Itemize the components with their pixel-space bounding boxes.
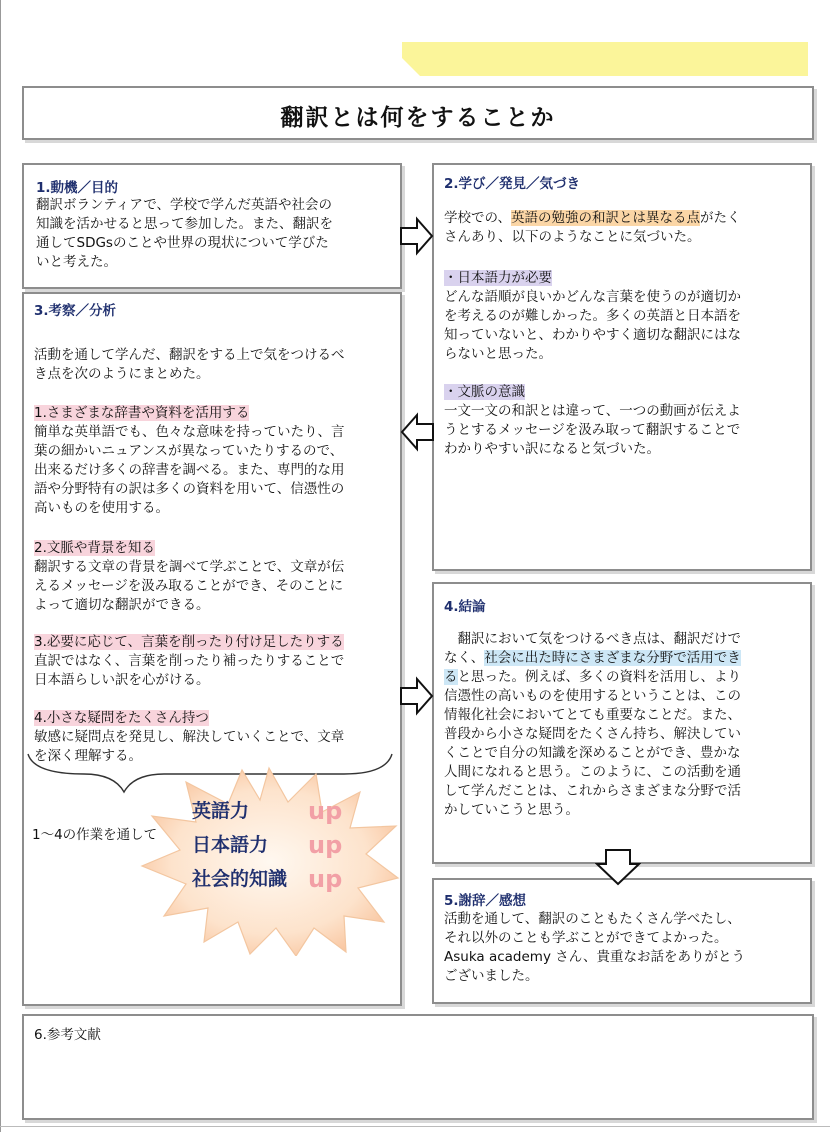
- analysis-item-1-label: [34, 404, 249, 423]
- boost-english: 英語力: [192, 800, 250, 822]
- analysis-item-3-label: [34, 633, 344, 652]
- section-learning: [432, 163, 812, 571]
- section-references: [22, 1014, 814, 1120]
- name-tag-fold: [402, 58, 420, 76]
- up-label-3: up: [308, 865, 343, 893]
- analysis-summary: 1～4の作業を通して: [32, 827, 158, 843]
- intro-text: 学校での、: [444, 210, 511, 226]
- analysis-item-2-label-text: 2.文脈や背景を知る: [34, 540, 155, 556]
- arrow-left-icon: [399, 412, 435, 452]
- page-left-border: [0, 0, 1, 1132]
- conclusion-text-end: と思った。例えば、多くの資料を活用し、より 信憑性の高いものを使用するということは、この 情報化社会においてとても重要なことだ。また、 普段から小さな疑問をたくさん持ち、解決してい くことで自分の知識を深めることができ、豊かな 人間になれると思う。このように、この活動を通 して学んだことは、これからさまざまな分野で活 かしていこうと思う。: [444, 669, 741, 818]
- section-thanks-heading: 5.謝辞／感想: [444, 893, 527, 909]
- starburst-icon: [138, 766, 400, 956]
- boost-japanese: 日本語力: [192, 834, 269, 856]
- point-context-body: 一文一文の和訳とは違って、一つの動画が伝えよ うとするメッセージを汲み取って翻訳することで わかりやすい訳になると気づいた。: [444, 403, 741, 457]
- point-context-label: [444, 383, 525, 402]
- section-motivation: [22, 163, 402, 289]
- analysis-item-3-body: 直訳ではなく、言葉を削ったり補ったりすることで 日本語らしい訳を心がける。: [34, 653, 345, 688]
- up-label-2: up: [308, 831, 343, 859]
- page-bottom-border: [0, 1126, 830, 1127]
- section-references-heading: 6.参考文献: [34, 1027, 101, 1043]
- boost-social: 社会的知識: [192, 868, 288, 890]
- section-learning-heading: 2.学び／発見／気づき: [444, 176, 581, 192]
- conclusion-text: 翻訳において気をつけるべき点は、翻訳だけで なく、: [444, 631, 741, 666]
- arrow-right-icon: [399, 216, 435, 256]
- section-analysis: [22, 292, 402, 1006]
- section-thanks: [432, 878, 812, 1004]
- arrow-right-icon-2: [399, 676, 435, 716]
- section-conclusion-body: [444, 630, 806, 820]
- analysis-item-4-label: [34, 709, 209, 728]
- analysis-item-1-body: 簡単な英単語でも、色々な意味を持っていたり、言 葉の細かいニュアンスが異なっていたりするので、 出来るだけ多くの辞書を調べる。また、専門的な用 語や分野特有の訳は多くの資料を用いて、信憑性の 高いものを使用する。: [34, 424, 345, 516]
- point-japanese-label-text: ・日本語力が必要: [444, 270, 552, 286]
- section-conclusion-heading: 4.結論: [444, 599, 486, 615]
- title-box: [22, 86, 814, 140]
- analysis-item-2-body: 翻訳する文章の背景を調べて学ぶことで、文章が伝 えるメッセージを汲み取ることができ、そのことに よって適切な翻訳ができる。: [34, 559, 345, 613]
- section-motivation-heading: 1.動機／目的: [36, 180, 119, 196]
- analysis-item-4-body: 敏感に疑問点を発見し、解決していくことで、文章 を深く理解する。: [34, 729, 345, 764]
- section-learning-intro: [444, 209, 806, 247]
- section-analysis-intro: 活動を通して学んだ、翻訳をする上で気をつけるべ き点を次のようにまとめた。: [34, 347, 345, 382]
- analysis-item-2-label: [34, 539, 155, 558]
- analysis-item-3-label-text: 3.必要に応じて、言葉を削ったり付け足したりする: [34, 634, 344, 650]
- arrow-down-icon: [595, 848, 641, 886]
- conclusion-highlight: 社会に出た時にさまざまな分野で活用でき る: [444, 650, 741, 685]
- analysis-item-4-label-text: 4.小さな疑問をたくさん持つ: [34, 710, 209, 726]
- up-label-1: up: [308, 797, 343, 825]
- section-thanks-body: 活動を通して、翻訳のこともたくさん学べたし、 それ以外のことも学ぶことができてよかった。 Asuka academy さん、貴重なお話をありがとう ございました。: [444, 911, 746, 984]
- point-japanese-body: どんな語順が良いかどんな言葉を使うのが適切か を考えるのが難しかった。多くの英語と日本語を 知っていないと、わかりやすく適切な翻訳にはな らないと思った。: [444, 289, 741, 362]
- point-context-label-text: ・文脈の意識: [444, 384, 525, 400]
- analysis-item-1-label-text: 1.さまざまな辞書や資料を活用する: [34, 405, 250, 421]
- section-conclusion: [432, 582, 812, 864]
- intro-text-end: がたく さんあり、以下のようなことに気づいた。: [444, 210, 741, 245]
- section-motivation-body: 翻訳ボランティアで、学校で学んだ英語や社会の 知識を活かせると思って参加した。また、翻訳を 通してSDGsのことや世界の現状について学びた いと考えた。: [36, 197, 333, 270]
- intro-highlight: 英語の勉強の和訳とは異なる点: [510, 210, 700, 226]
- point-japanese-label: [444, 269, 552, 288]
- section-analysis-heading: 3.考察／分析: [34, 303, 117, 319]
- page-title: 翻訳とは何をすることか: [280, 105, 556, 131]
- name-tag-banner: [402, 42, 808, 76]
